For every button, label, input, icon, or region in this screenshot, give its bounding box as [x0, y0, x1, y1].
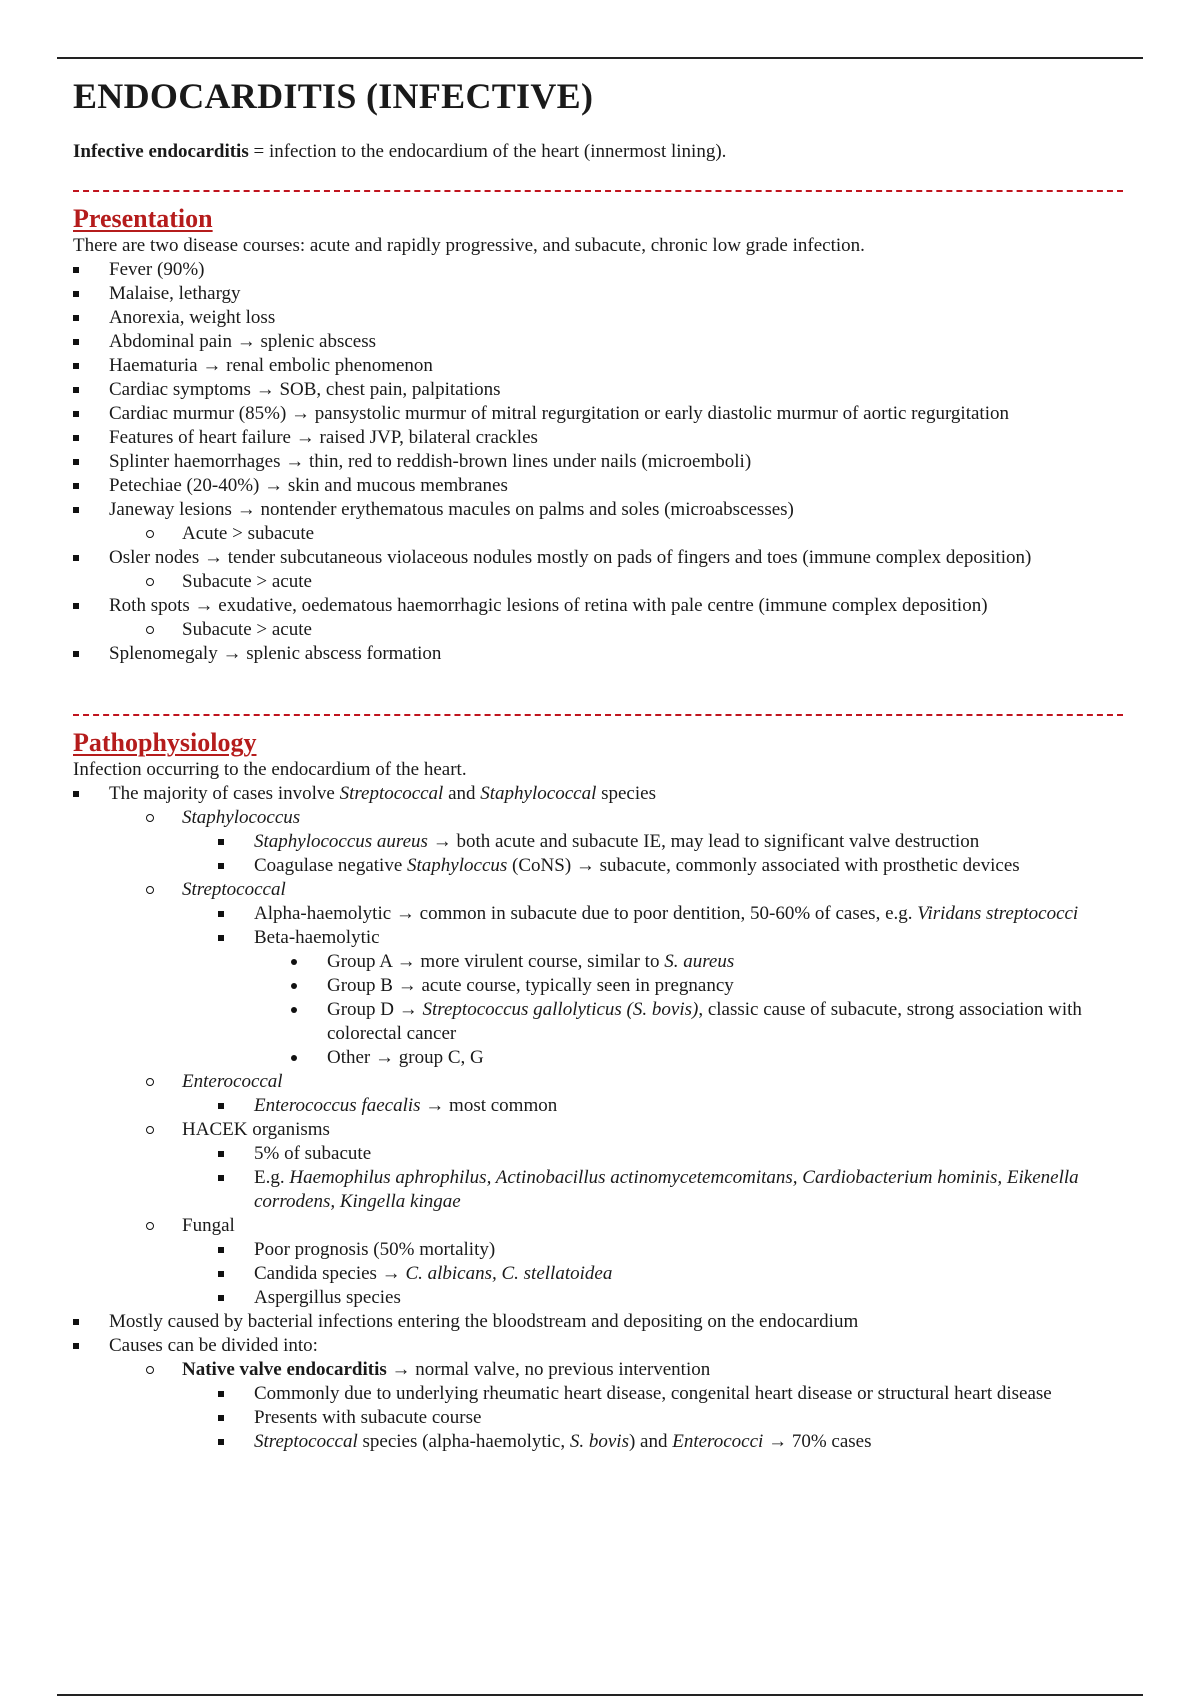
list-subitem: Enterococcus faecalis → most common [73, 1094, 1133, 1118]
list-subitem: Coagulase negative Staphyloccus (CoNS) → subacute, commonly associated with prosthetic devices [73, 854, 1133, 878]
list-subitem: Acute > subacute [73, 522, 1133, 546]
pathophysiology-heading: Pathophysiology [73, 728, 257, 757]
list-subitem: Subacute > acute [73, 618, 1133, 642]
list-subitem: Fungal [73, 1214, 1133, 1238]
document-page [73, 70, 1133, 1454]
list-item: Osler nodes → tender subcutaneous violaceous nodules mostly on pads of fingers and toes (immune complex deposition) [73, 546, 1133, 570]
section-divider [73, 190, 1123, 192]
list-item: Splinter haemorrhages → thin, red to reddish-brown lines under nails (microemboli) [73, 450, 1133, 474]
list-item: Cardiac murmur (85%) → pansystolic murmur of mitral regurgitation or early diastolic murmur of aortic regurgitation [73, 402, 1133, 426]
intro-term: Infective endocarditis [73, 141, 249, 162]
list-subitem: Poor prognosis (50% mortality) [73, 1238, 1133, 1262]
presentation-list [73, 258, 1133, 666]
section-divider [73, 714, 1123, 716]
list-item: Petechiae (20-40%) → skin and mucous membranes [73, 474, 1133, 498]
list-subitem: 5% of subacute [73, 1142, 1133, 1166]
list-subitem: Group D → Streptococcus gallolyticus (S. bovis), classic cause of subacute, strong association with colorectal cancer [73, 998, 1133, 1046]
top-rule [57, 57, 1143, 59]
list-subitem: E.g. Haemophilus aphrophilus, Actinobacillus actinomycetemcomitans, Cardiobacterium hominis, Eikenella corrodens, Kingella kingae [73, 1166, 1133, 1214]
presentation-heading: Presentation [73, 204, 213, 233]
list-subitem: Streptococcal species (alpha-haemolytic, S. bovis) and Enterococci → 70% cases [73, 1430, 1133, 1454]
list-item: Cardiac symptoms → SOB, chest pain, palpitations [73, 378, 1133, 402]
presentation-lead: There are two disease courses: acute and rapidly progressive, and subacute, chronic low grade infection. [73, 235, 865, 256]
pathophysiology-lead: Infection occurring to the endocardium of the heart. [73, 759, 467, 780]
list-subitem: Staphylococcus [73, 806, 1133, 830]
list-subitem: Subacute > acute [73, 570, 1133, 594]
list-subitem: Enterococcal [73, 1070, 1133, 1094]
list-item: Abdominal pain → splenic abscess [73, 330, 1133, 354]
list-item: Anorexia, weight loss [73, 306, 1133, 330]
list-subitem: Presents with subacute course [73, 1406, 1133, 1430]
list-item: Roth spots → exudative, oedematous haemorrhagic lesions of retina with pale centre (immune complex deposition) [73, 594, 1133, 618]
list-item: Fever (90%) [73, 258, 1133, 282]
list-subitem: Group A → more virulent course, similar to S. aureus [73, 950, 1133, 974]
list-subitem: Beta-haemolytic [73, 926, 1133, 950]
bottom-rule [57, 1694, 1143, 1696]
list-subitem: HACEK organisms [73, 1118, 1133, 1142]
list-item: Janeway lesions → nontender erythematous macules on palms and soles (microabscesses) [73, 498, 1133, 522]
list-subitem: Candida species → C. albicans, C. stellatoidea [73, 1262, 1133, 1286]
list-item: Causes can be divided into: [73, 1334, 1133, 1358]
list-item: Haematuria → renal embolic phenomenon [73, 354, 1133, 378]
list-subitem: Staphylococcus aureus → both acute and subacute IE, may lead to significant valve destruction [73, 830, 1133, 854]
list-subitem: Streptococcal [73, 878, 1133, 902]
list-item: Splenomegaly → splenic abscess formation [73, 642, 1133, 666]
intro-definition [73, 140, 1133, 164]
list-subitem: Native valve endocarditis → normal valve, no previous intervention [73, 1358, 1133, 1382]
list-item: Mostly caused by bacterial infections entering the bloodstream and depositing on the endocardium [73, 1310, 1133, 1334]
intro-text: = infection to the endocardium of the heart (innermost lining). [248, 141, 727, 162]
list-item: Malaise, lethargy [73, 282, 1133, 306]
list-subitem: Aspergillus species [73, 1286, 1133, 1310]
list-subitem: Alpha-haemolytic → common in subacute due to poor dentition, 50-60% of cases, e.g. Viridans streptococci [73, 902, 1133, 926]
pathophysiology-list [73, 782, 1133, 1454]
list-subitem: Group B → acute course, typically seen in pregnancy [73, 974, 1133, 998]
list-subitem: Other → group C, G [73, 1046, 1133, 1070]
page-title: ENDOCARDITIS (INFECTIVE) [73, 76, 594, 116]
list-subitem: Commonly due to underlying rheumatic heart disease, congenital heart disease or structural heart disease [73, 1382, 1133, 1406]
list-item: Features of heart failure → raised JVP, bilateral crackles [73, 426, 1133, 450]
list-item: The majority of cases involve Streptococcal and Staphylococcal species [73, 782, 1133, 806]
